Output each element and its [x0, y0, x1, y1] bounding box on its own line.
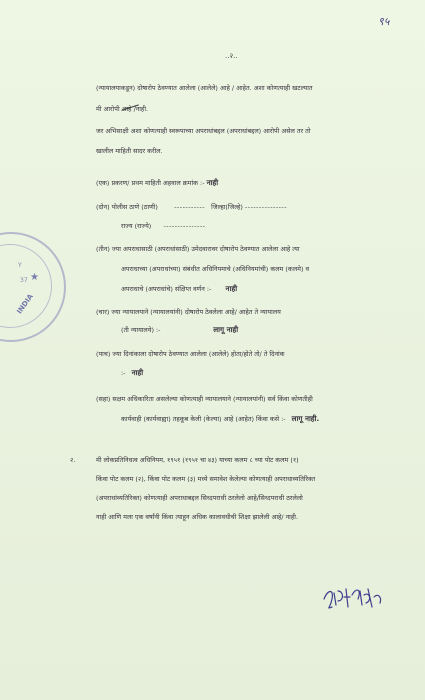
item-4-line-2	[121, 325, 238, 335]
item-6-text-2: कार्यवाही (कार्यवाह्या) तहकूब केली (केल्या) आहे (आहेत) किंवा कसे :-	[121, 415, 286, 423]
item-1-label: (एक)	[96, 179, 110, 187]
page-header: ..२..	[225, 52, 238, 60]
item-1-value: नाही	[206, 178, 219, 187]
item-6-line-2	[121, 414, 319, 424]
item-5-label: (पाच)	[96, 350, 111, 358]
item-5-line-1	[96, 349, 285, 358]
item-4-value: लागू नाही	[213, 325, 239, 334]
section-2-line-2: किंवा पोट कलम (२), किंवा पोट कलम (३) मध्ये समावेश केलेल्या कोणत्याही अपराधाव्यतिरिक्त	[96, 475, 316, 483]
item-2	[96, 202, 287, 211]
item-2-text-2: जिल्हा(जिल्हे)	[211, 203, 243, 211]
item-3-text-3: अपराधाचे (अपराधांचे) संक्षिप्त वर्णन :-	[121, 285, 212, 293]
item-6-line-1	[96, 394, 313, 403]
seal-star-icon: ★	[30, 272, 39, 283]
seal-text-india: INDIA	[15, 292, 35, 316]
intro-line-2: मी आरोपी आहे /नाही.	[96, 105, 149, 113]
item-2-fill-2: ---------------	[244, 203, 288, 211]
section-2-line-3: (अपराधांव्यतिरिक्त) कोणत्याही अपराधाबद्दल सिध्दपराधी ठरलेलो आहे/सिध्दपराधी ठरलेलो	[96, 494, 303, 502]
section-2-number: २.	[70, 456, 76, 464]
item-5-text-1: ज्या दिनांकाला दोषारोप ठेवण्यात आलेला (आलेले) होता/होते तो/ ते दिनांक	[112, 350, 285, 358]
item-5-value: नाही	[131, 368, 144, 377]
item-2-text: पोलीस ठाणे (ठाणी)	[111, 203, 158, 211]
item-1-text: प्रकरण/ प्रथम माहिती अहवाल क्रमांक :-	[111, 179, 205, 187]
seal-text-top: Y	[18, 262, 22, 269]
item-6-value: लागू नाही.	[291, 414, 320, 423]
item-2-fill-1: -----------	[174, 203, 206, 211]
item-3-value: नाही	[225, 284, 238, 293]
item-3-line-1	[96, 244, 300, 253]
item-2-state-text: राज्य (राज्ये)	[121, 222, 152, 230]
item-1	[96, 178, 218, 188]
item-4-label: (चार)	[96, 308, 110, 316]
intro-line-4: खालील माहिती सादर करील.	[96, 147, 163, 155]
item-2-state-fill: ---------------	[163, 222, 206, 230]
item-2-state	[121, 221, 206, 230]
item-6-text-1: सक्षम अधिकारिता असलेल्या कोणत्याही न्यायालयाने (न्यायालयांनी) सर्व किंवा कोणतीही	[112, 395, 313, 403]
seal-text-number: 37	[20, 277, 28, 284]
item-5-line-2	[121, 368, 143, 378]
item-3-line-2: अपराधाच्या (अपराधांच्या) संबंधीत अधिनियमाचे (अधिनियमांची) कलम (कलमे) व	[121, 265, 310, 273]
item-3-line-3	[121, 284, 237, 294]
item-3-label: (तीन)	[96, 245, 110, 253]
handwritten-page-number: ९५	[378, 15, 390, 28]
handwritten-signature	[322, 585, 384, 613]
item-5-text-2: :-	[121, 369, 126, 377]
intro-line-1: (न्यायालयाकडून) दोषारोप ठेवण्यात आलेला (आलेले) आहे / आहेत. अशा कोणत्याही खटल्यात	[96, 84, 313, 92]
item-4-line-1	[96, 307, 281, 316]
item-3-text-1: ज्या अपराधासाठी (अपराधांसाठी) उमेदवारावर दोषारोप ठेवण्यात आलेला आहे त्या	[111, 245, 300, 253]
item-6-label: (सहा)	[96, 395, 111, 403]
item-2-label: (दोन)	[96, 203, 110, 211]
intro-line-3: जर अभिसाक्षी अशा कोणत्याही स्वरूपाच्या अपराधांबद्दल (अपराधांबद्दल) आरोपी असेल तर तो	[96, 127, 311, 135]
section-2-line-1: मी लोकप्रतिनिधत्व अधिनियम, १९५१ (१९५१ चा ४३) याच्या कलम ८ च्या पोट कलम (१)	[96, 456, 299, 464]
item-4-text-2: (ती न्यायालये) :-	[121, 326, 161, 334]
section-2-line-4: नाही आणि मला एक वर्षांनी किंवा त्याहून अधिक कालावधीची शिक्षा झालेली आहे/ नाही.	[96, 513, 298, 521]
item-4-text-1: ज्या न्यायालयाने (न्यायालयांनी) दोषारोप ठेवलेला आहे/ आहेत ते न्यायालय	[111, 308, 281, 316]
